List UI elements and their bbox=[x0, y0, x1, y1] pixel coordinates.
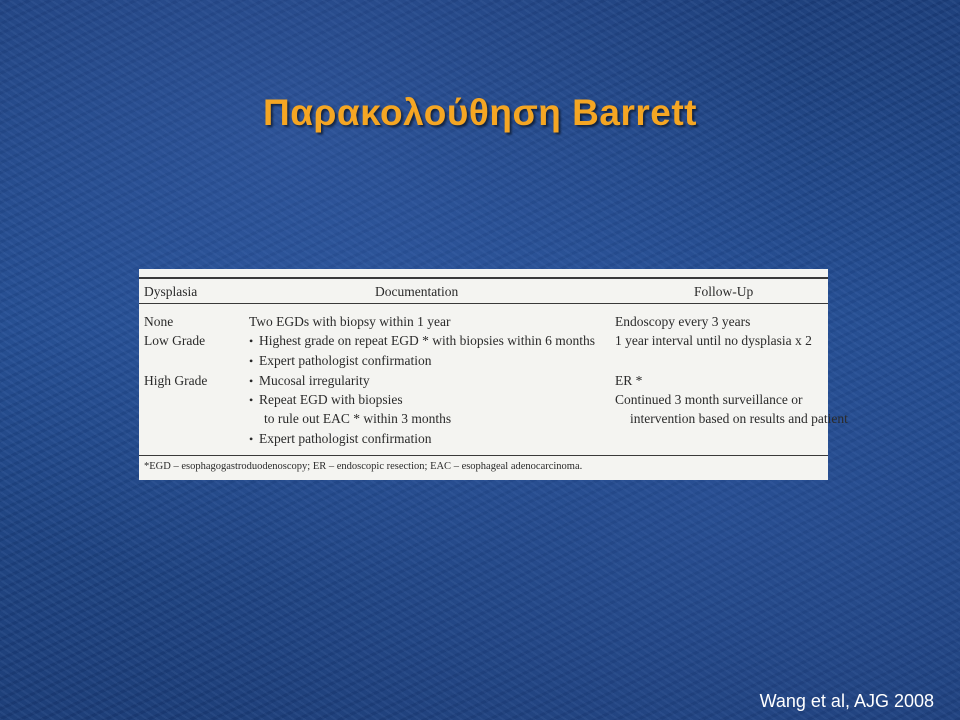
row-high-grade-documentation-1-text: Mucosal irregularity bbox=[259, 373, 370, 388]
surveillance-table bbox=[139, 269, 848, 480]
row-high-grade-documentation-4 bbox=[249, 429, 431, 450]
row-high-grade-documentation-2-text: Repeat EGD with biopsies bbox=[259, 392, 403, 407]
table-top-rule bbox=[139, 277, 828, 279]
bullet-icon bbox=[249, 353, 259, 368]
header-follow-up: Follow-Up bbox=[694, 284, 754, 299]
row-high-grade-follow-up-1: ER * bbox=[615, 373, 643, 388]
slide-title: Παρακολούθηση Barrett bbox=[263, 92, 697, 133]
row-none-documentation-1: Two EGDs with biopsy within 1 year bbox=[249, 314, 451, 329]
row-high-grade-follow-up-3: intervention based on results and patient bbox=[630, 411, 848, 426]
header-dysplasia: Dysplasia bbox=[144, 284, 198, 299]
row-low-grade-documentation-2-text: Expert pathologist confirmation bbox=[259, 353, 432, 368]
row-none-dysplasia: None bbox=[144, 314, 174, 329]
row-high-grade-documentation-4-text: Expert pathologist confirmation bbox=[259, 431, 432, 446]
header-documentation: Documentation bbox=[375, 284, 459, 299]
row-low-grade-documentation-1-text: Highest grade on repeat EGD * with biopsies within 6 months bbox=[259, 333, 595, 348]
row-high-grade-follow-up-2: Continued 3 month surveillance or bbox=[615, 392, 803, 407]
row-low-grade-follow-up-1: 1 year interval until no dysplasia x 2 bbox=[615, 333, 812, 348]
row-low-grade-documentation-1 bbox=[249, 331, 595, 352]
row-high-grade-documentation-1 bbox=[249, 371, 370, 392]
row-low-grade-documentation-2 bbox=[249, 351, 431, 372]
citation: Wang et al, AJG 2008 bbox=[759, 691, 934, 711]
row-none-follow-up-1: Endoscopy every 3 years bbox=[615, 314, 751, 329]
table-footnote: *EGD – esophagogastroduodenoscopy; ER – endoscopic resection; EAC – esophageal adenocarcinoma. bbox=[144, 461, 583, 472]
bullet-icon bbox=[249, 373, 259, 388]
row-high-grade-documentation-2 bbox=[249, 390, 403, 411]
bullet-icon bbox=[249, 431, 259, 446]
row-high-grade-dysplasia: High Grade bbox=[144, 373, 208, 388]
row-low-grade-dysplasia: Low Grade bbox=[144, 333, 206, 348]
table-bottom-rule bbox=[139, 455, 828, 456]
row-high-grade-documentation-3: to rule out EAC * within 3 months bbox=[264, 411, 452, 426]
bullet-icon bbox=[249, 392, 259, 407]
bullet-icon bbox=[249, 333, 259, 348]
table-header-rule bbox=[139, 303, 828, 304]
